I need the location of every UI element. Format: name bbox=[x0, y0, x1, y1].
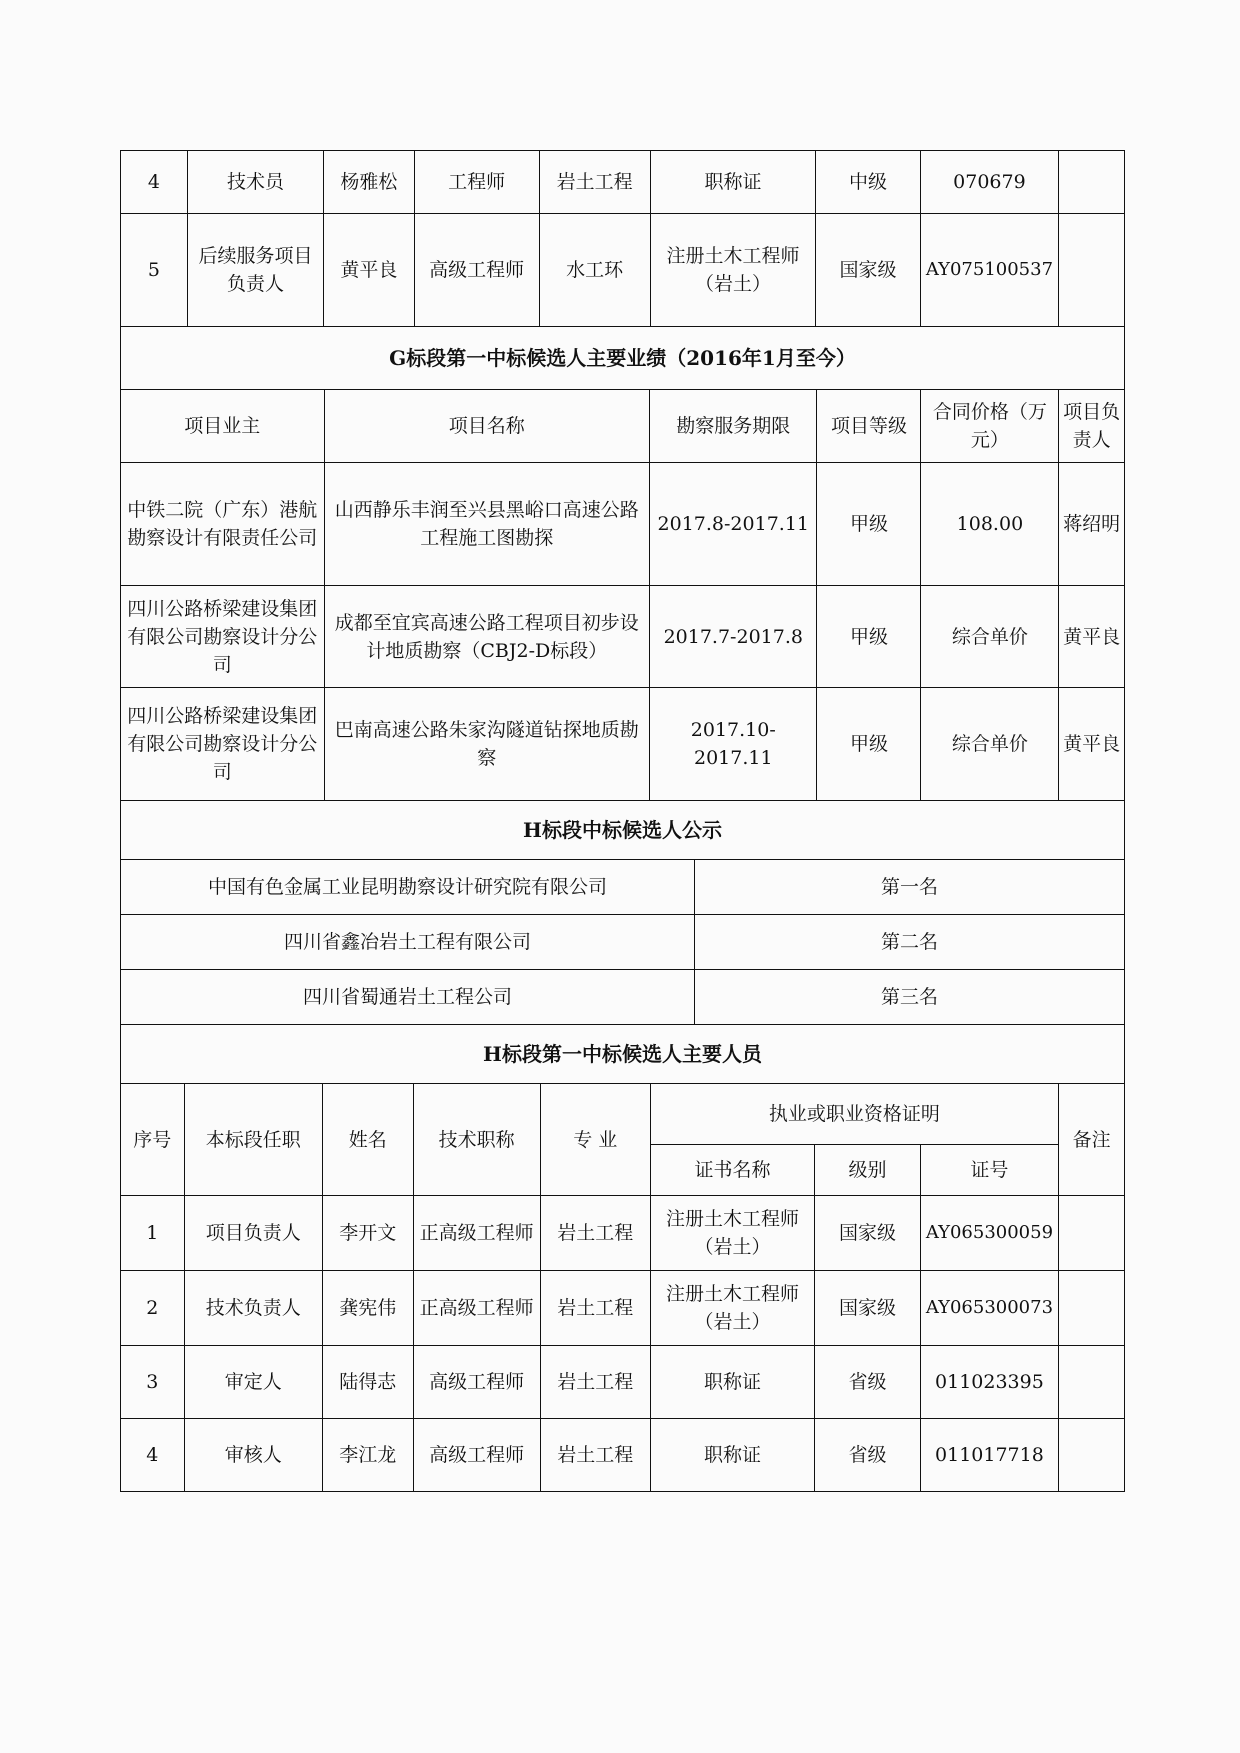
table-row bbox=[121, 860, 1125, 915]
row-level: 省级 bbox=[815, 1346, 921, 1419]
row-num: 070679 bbox=[920, 151, 1058, 214]
header-remark: 备注 bbox=[1059, 1084, 1125, 1196]
row-remark bbox=[1059, 1419, 1125, 1492]
row-remark bbox=[1059, 1271, 1125, 1346]
candidate-company: 四川省鑫冶岩土工程有限公司 bbox=[121, 915, 695, 970]
row-period: 2017.8-2017.11 bbox=[650, 463, 817, 586]
row-no: 1 bbox=[121, 1196, 185, 1271]
row-name: 陆得志 bbox=[322, 1346, 413, 1419]
row-period: 2017.10-2017.11 bbox=[650, 688, 817, 801]
row-role: 技术员 bbox=[187, 151, 323, 214]
row-project: 成都至宜宾高速公路工程项目初步设计地质勘察（CBJ2-D标段） bbox=[324, 586, 650, 688]
row-project: 巴南高速公路朱家沟隧道钻探地质勘察 bbox=[324, 688, 650, 801]
row-name: 李开文 bbox=[322, 1196, 413, 1271]
row-grade: 甲级 bbox=[817, 688, 921, 801]
table-header-row bbox=[121, 390, 1125, 463]
row-cert: 注册土木工程师（岩土） bbox=[650, 214, 816, 327]
row-num: 011017718 bbox=[920, 1419, 1058, 1492]
header-qualification: 执业或职业资格证明 bbox=[650, 1084, 1058, 1145]
candidate-rank: 第一名 bbox=[695, 860, 1125, 915]
table-row bbox=[121, 970, 1125, 1025]
table-row bbox=[121, 1346, 1125, 1419]
row-remark bbox=[1059, 151, 1125, 214]
row-remark bbox=[1059, 214, 1125, 327]
row-manager: 蒋绍明 bbox=[1059, 463, 1125, 586]
row-price: 综合单价 bbox=[921, 688, 1059, 801]
header-name: 姓名 bbox=[322, 1084, 413, 1196]
row-no: 2 bbox=[121, 1271, 185, 1346]
header-cert: 证书名称 bbox=[650, 1145, 814, 1196]
candidate-rank: 第三名 bbox=[695, 970, 1125, 1025]
candidate-rank: 第二名 bbox=[695, 915, 1125, 970]
row-cert: 职称证 bbox=[650, 1419, 814, 1492]
section-h-staff-title: H标段第一中标候选人主要人员 bbox=[120, 1025, 1125, 1083]
header-num: 证号 bbox=[920, 1145, 1058, 1196]
header-title: 技术职称 bbox=[413, 1084, 540, 1196]
row-cert: 职称证 bbox=[650, 151, 816, 214]
header-owner: 项目业主 bbox=[121, 390, 325, 463]
row-price: 108.00 bbox=[921, 463, 1059, 586]
row-name: 杨雅松 bbox=[324, 151, 415, 214]
table-row bbox=[121, 151, 1125, 214]
table-row bbox=[121, 688, 1125, 801]
row-name: 黄平良 bbox=[324, 214, 415, 327]
row-price: 综合单价 bbox=[921, 586, 1059, 688]
row-no: 4 bbox=[121, 1419, 185, 1492]
row-level: 国家级 bbox=[815, 1196, 921, 1271]
row-major: 岩土工程 bbox=[539, 151, 650, 214]
row-name: 龚宪伟 bbox=[322, 1271, 413, 1346]
h-staff-table bbox=[120, 1083, 1125, 1492]
candidate-company: 中国有色金属工业昆明勘察设计研究院有限公司 bbox=[121, 860, 695, 915]
row-remark bbox=[1059, 1196, 1125, 1271]
row-level: 国家级 bbox=[816, 214, 920, 327]
section-h-title: H标段中标候选人公示 bbox=[120, 801, 1125, 859]
row-num: AY065300059 bbox=[920, 1196, 1058, 1271]
row-owner: 四川公路桥梁建设集团有限公司勘察设计分公司 bbox=[121, 688, 325, 801]
row-level: 国家级 bbox=[815, 1271, 921, 1346]
row-title: 正高级工程师 bbox=[413, 1196, 540, 1271]
row-major: 岩土工程 bbox=[540, 1196, 650, 1271]
row-cert: 注册土木工程师（岩土） bbox=[650, 1196, 814, 1271]
header-project: 项目名称 bbox=[324, 390, 650, 463]
table-row bbox=[121, 214, 1125, 327]
row-manager: 黄平良 bbox=[1059, 586, 1125, 688]
table-row bbox=[121, 1419, 1125, 1492]
row-no: 3 bbox=[121, 1346, 185, 1419]
table-header-row bbox=[121, 1084, 1125, 1145]
header-no: 序号 bbox=[121, 1084, 185, 1196]
row-title: 正高级工程师 bbox=[413, 1271, 540, 1346]
table-row bbox=[121, 463, 1125, 586]
row-major: 岩土工程 bbox=[540, 1419, 650, 1492]
row-no: 5 bbox=[121, 214, 188, 327]
candidate-company: 四川省蜀通岩土工程公司 bbox=[121, 970, 695, 1025]
header-price: 合同价格（万元） bbox=[921, 390, 1059, 463]
row-num: 011023395 bbox=[920, 1346, 1058, 1419]
row-owner: 四川公路桥梁建设集团有限公司勘察设计分公司 bbox=[121, 586, 325, 688]
header-role: 本标段任职 bbox=[184, 1084, 322, 1196]
row-manager: 黄平良 bbox=[1059, 688, 1125, 801]
g-staff-table bbox=[120, 150, 1125, 327]
row-no: 4 bbox=[121, 151, 188, 214]
row-role: 技术负责人 bbox=[184, 1271, 322, 1346]
row-project: 山西静乐丰润至兴县黑峪口高速公路工程施工图勘探 bbox=[324, 463, 650, 586]
header-grade: 项目等级 bbox=[817, 390, 921, 463]
row-num: AY075100537 bbox=[920, 214, 1058, 327]
header-level: 级别 bbox=[815, 1145, 921, 1196]
header-period: 勘察服务期限 bbox=[650, 390, 817, 463]
table-row bbox=[121, 586, 1125, 688]
header-manager: 项目负责人 bbox=[1059, 390, 1125, 463]
row-role: 审定人 bbox=[184, 1346, 322, 1419]
row-owner: 中铁二院（广东）港航勘察设计有限责任公司 bbox=[121, 463, 325, 586]
section-g-title: G标段第一中标候选人主要业绩（2016年1月至今） bbox=[120, 327, 1125, 389]
header-major: 专 业 bbox=[540, 1084, 650, 1196]
table-row bbox=[121, 1271, 1125, 1346]
row-major: 岩土工程 bbox=[540, 1271, 650, 1346]
row-role: 后续服务项目负责人 bbox=[187, 214, 323, 327]
row-title: 工程师 bbox=[414, 151, 539, 214]
g-performance-table bbox=[120, 389, 1125, 801]
row-grade: 甲级 bbox=[817, 586, 921, 688]
document-sheet bbox=[120, 150, 1125, 1492]
table-row bbox=[121, 1196, 1125, 1271]
h-candidates-table bbox=[120, 859, 1125, 1025]
table-row bbox=[121, 915, 1125, 970]
row-title: 高级工程师 bbox=[414, 214, 539, 327]
row-cert: 职称证 bbox=[650, 1346, 814, 1419]
row-grade: 甲级 bbox=[817, 463, 921, 586]
row-name: 李江龙 bbox=[322, 1419, 413, 1492]
row-role: 项目负责人 bbox=[184, 1196, 322, 1271]
row-level: 省级 bbox=[815, 1419, 921, 1492]
row-cert: 注册土木工程师（岩土） bbox=[650, 1271, 814, 1346]
row-num: AY065300073 bbox=[920, 1271, 1058, 1346]
row-title: 高级工程师 bbox=[413, 1419, 540, 1492]
row-remark bbox=[1059, 1346, 1125, 1419]
row-title: 高级工程师 bbox=[413, 1346, 540, 1419]
row-major: 水工环 bbox=[539, 214, 650, 327]
row-major: 岩土工程 bbox=[540, 1346, 650, 1419]
row-role: 审核人 bbox=[184, 1419, 322, 1492]
row-level: 中级 bbox=[816, 151, 920, 214]
row-period: 2017.7-2017.8 bbox=[650, 586, 817, 688]
